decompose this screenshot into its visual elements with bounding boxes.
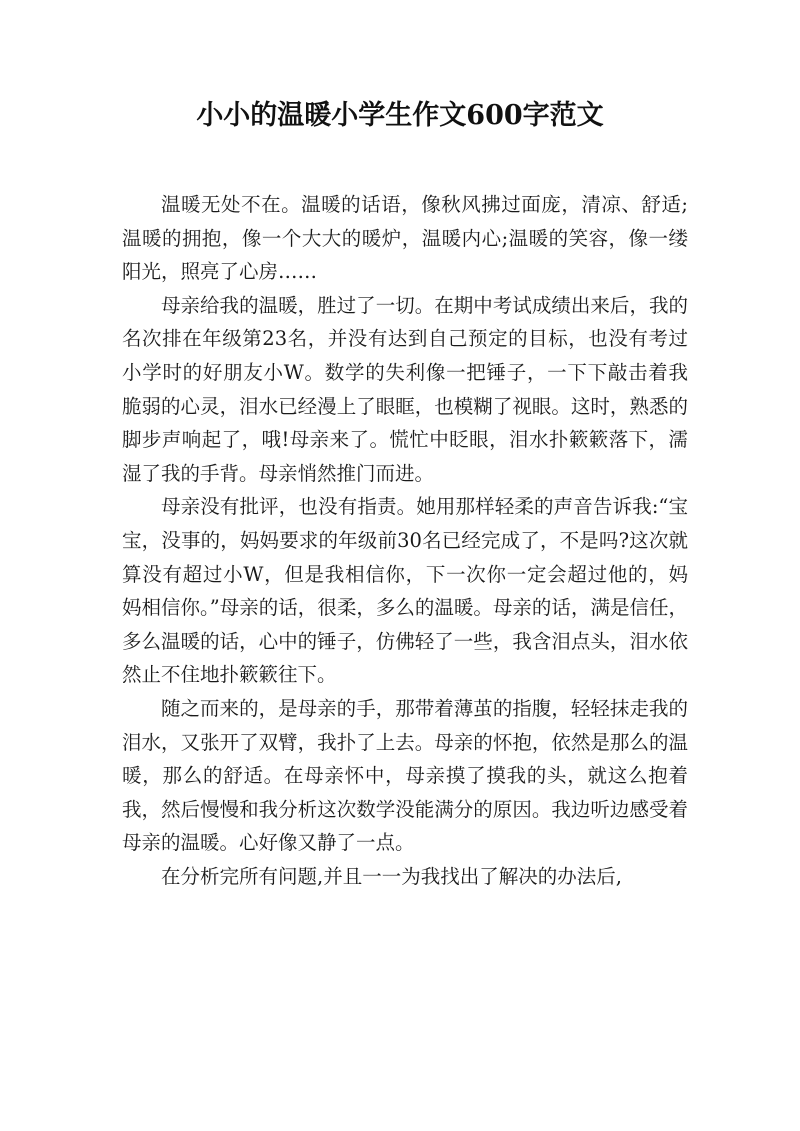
paragraph-2: 母亲给我的温暖，胜过了一切。在期中考试成绩出来后，我的名次排在年级第23名，并没有达到自己预定的目标，也没有考过小学时的好朋友小W。数学的失利像一把锤子，一下下敲击着我脆弱的心灵，泪水已经漫上了眼眶，也模糊了视眼。这时，熟悉的脚步声响起了，哦!母亲来了。慌忙中眨眼，泪水扑簌簌落下，濡湿了我的手背。母亲悄然推门而进。 xyxy=(122,293,688,485)
paragraph-5: 在分析完所有问题,并且一一为我找出了解决的办法后, xyxy=(161,864,622,888)
document-title: 小小的温暖小学生作文600字范文 xyxy=(196,100,604,131)
article-body xyxy=(122,188,688,893)
paragraph-4: 随之而来的，是母亲的手，那带着薄茧的指腹，轻轻抹走我的泪水，又张开了双臂，我扑了上去。母亲的怀抱，依然是那么的温暖，那么的舒适。在母亲怀中，母亲摸了摸我的头，就这么抱着我，然后慢慢和我分析这次数学没能满分的原因。我边听边感受着母亲的温暖。心好像又静了一点。 xyxy=(122,696,688,855)
paragraph-3: 母亲没有批评，也没有指责。她用那样轻柔的声音告诉我:“宝宝，没事的，妈妈要求的年级前30名已经完成了，不是吗?这次就算没有超过小W，但是我相信你，下一次你一定会超过他的，妈妈相信你。”母亲的话，很柔，多么的温暖。母亲的话，满是信任，多么温暖的话，心中的锤子，仿佛轻了一些，我含泪点头，泪水依然止不住地扑簌簌往下。 xyxy=(122,495,688,687)
paragraph-1: 温暖无处不在。温暖的话语，像秋风拂过面庞，清凉、舒适;温暖的拥抱，像一个大大的暖炉，温暖内心;温暖的笑容，像一缕阳光，照亮了心房…… xyxy=(122,193,688,284)
